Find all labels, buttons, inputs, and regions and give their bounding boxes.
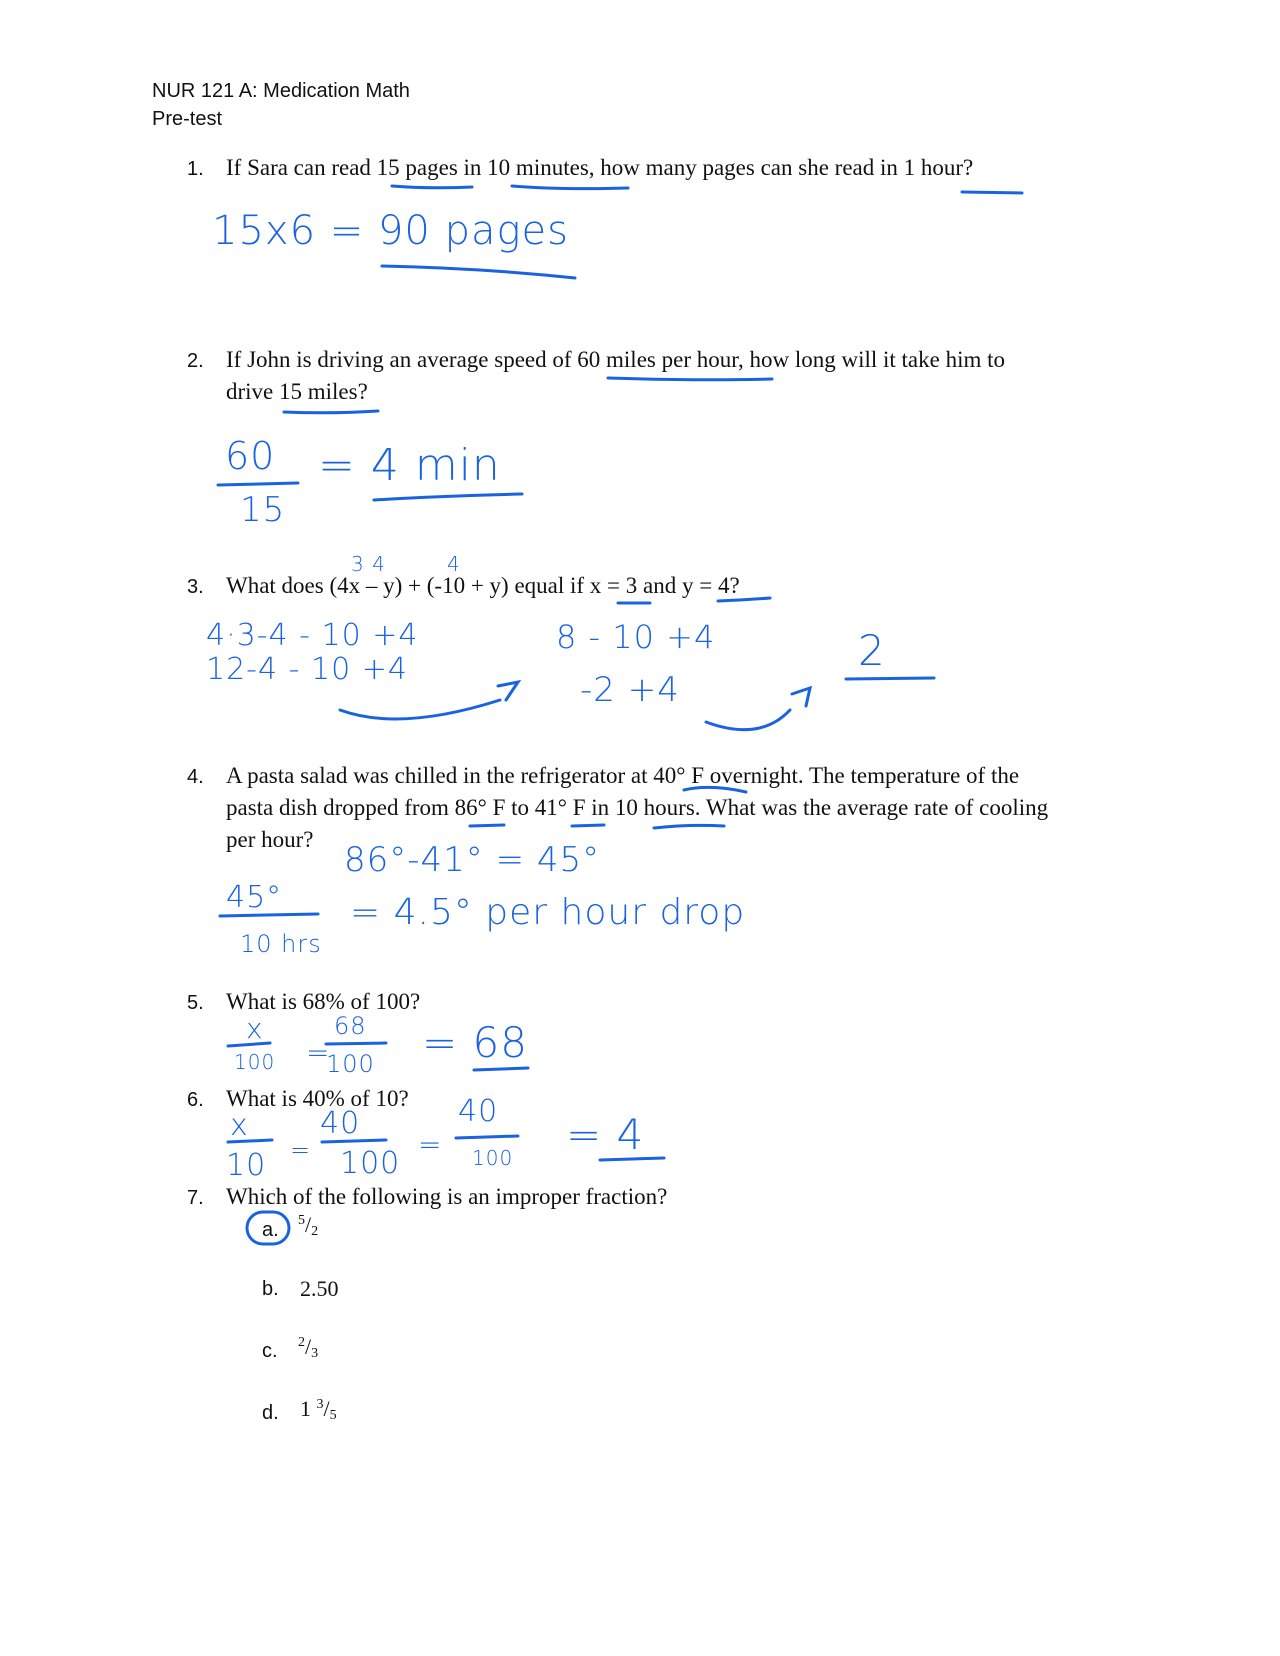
question-3-text: What does (4x – y) + (-10 + y) equal if x = 3 and y = 4? [226, 573, 740, 598]
q3-curve-arrow-1 [340, 700, 500, 719]
q3-arrow-head-2 [792, 688, 810, 706]
q6-fraction-bar-right [456, 1136, 518, 1138]
question-4-number: 4. [187, 766, 204, 788]
underline-90-pages [382, 266, 575, 278]
question-2-number: 2. [187, 350, 204, 372]
q6-equals-2: = [418, 1128, 443, 1161]
q2-answer-handwriting: = 4 min [318, 440, 501, 491]
page-subtitle: Pre-test [152, 108, 223, 130]
question-2-text-line2: drive 15 miles? [226, 379, 368, 404]
question-4-text-line1: A pasta salad was chilled in the refrigerator at 40° F overnight. The temperature of the [226, 763, 1020, 788]
q4-fraction-numerator: 45° [226, 880, 283, 915]
question-1-number: 1. [187, 158, 204, 180]
q2-fraction-bar [218, 483, 298, 485]
q3-arrow-head-1 [498, 682, 518, 700]
q6-answer-handwriting: = 4 [566, 1110, 645, 1159]
q2-fraction-numerator: 60 [225, 434, 276, 478]
q3-work-line4: -2 +4 [580, 670, 680, 710]
underline-10-hours [654, 825, 724, 828]
question-4-text-line3: per hour? [226, 827, 314, 852]
question-4-text-line2: pasta dish dropped from 86° F to 41° F in 10 hours. What was the average rate of cooling [226, 795, 1049, 820]
underline-10-minutes [512, 186, 628, 189]
option-c-value: $^2/_3$ [298, 1334, 319, 1361]
question-5-text: What is 68% of 100? [226, 989, 421, 1014]
underline-86F [470, 825, 504, 826]
option-d-label: d. [262, 1402, 279, 1424]
question-5-number: 5. [187, 992, 204, 1014]
q5-x: x [246, 1012, 264, 1045]
option-a-value: $^5/_2$ [298, 1212, 319, 1239]
q6-x: x [230, 1108, 249, 1143]
q3-substitution-marks: 3 4 [351, 552, 386, 576]
q6-40-top: 40 [320, 1106, 361, 1141]
option-b-value: 2.50 [300, 1276, 339, 1301]
option-b-label: b. [262, 1278, 279, 1300]
q5-answer-handwriting: = 68 [422, 1018, 528, 1067]
q6-equals-1: = [290, 1136, 312, 1164]
underline-41F [572, 825, 604, 826]
q3-work-line2: 12-4 - 10 +4 [206, 652, 408, 687]
underline-60-mph [608, 378, 772, 380]
q6-40-top-2: 40 [458, 1094, 499, 1129]
option-a-label: a. [262, 1219, 279, 1241]
q4-fraction-denominator: 10 hrs [240, 930, 322, 958]
q3-curve-arrow-2 [706, 710, 790, 730]
question-6-number: 6. [187, 1089, 204, 1111]
q6-100-bottom: 100 [340, 1146, 401, 1181]
q5-100-right: 100 [326, 1050, 375, 1078]
option-d-value: 1 $^3/_5$ [300, 1396, 337, 1423]
underline-4-min [374, 494, 522, 500]
q1-answer-handwriting: 15x6 = 90 pages [212, 208, 569, 254]
q3-answer-handwriting: 2 [858, 626, 886, 675]
q6-10: 10 [226, 1148, 267, 1183]
underline-15-pages [392, 186, 472, 188]
q3-work-line1: 4·3-4 - 10 +4 [206, 618, 419, 653]
q3-substitution-mark-y: 4 [447, 552, 461, 576]
q3-work-line3: 8 - 10 +4 [556, 618, 716, 656]
q5-100-left: 100 [234, 1050, 276, 1074]
question-7-text: Which of the following is an improper fraction? [226, 1184, 668, 1209]
option-c-label: c. [262, 1340, 278, 1362]
q4-work-line1: 86°-41° = 45° [344, 840, 601, 880]
q6-100-bottom-2: 100 [472, 1146, 514, 1170]
q5-fraction-bar-right [326, 1043, 386, 1044]
underline-15-miles [284, 411, 378, 413]
q5-68-top: 68 [334, 1012, 367, 1040]
question-6-text: What is 40% of 10? [226, 1086, 409, 1111]
underline-answer-2 [846, 678, 934, 679]
question-2-text-line1: If John is driving an average speed of 60 miles per hour, how long will it take him to [226, 347, 1006, 372]
q2-fraction-denominator: 15 [240, 490, 286, 530]
question-3-number: 3. [187, 576, 204, 598]
q5-equals-1: = [306, 1036, 331, 1069]
underline-1-hour [962, 192, 1022, 193]
question-1-text: If Sara can read 15 pages in 10 minutes, how many pages can she read in 1 hour? [226, 155, 974, 180]
question-7-number: 7. [187, 1187, 204, 1209]
underline-68 [474, 1068, 528, 1070]
q4-answer-handwriting: = 4.5° per hour drop [350, 892, 746, 933]
course-title: NUR 121 A: Medication Math [152, 80, 410, 102]
